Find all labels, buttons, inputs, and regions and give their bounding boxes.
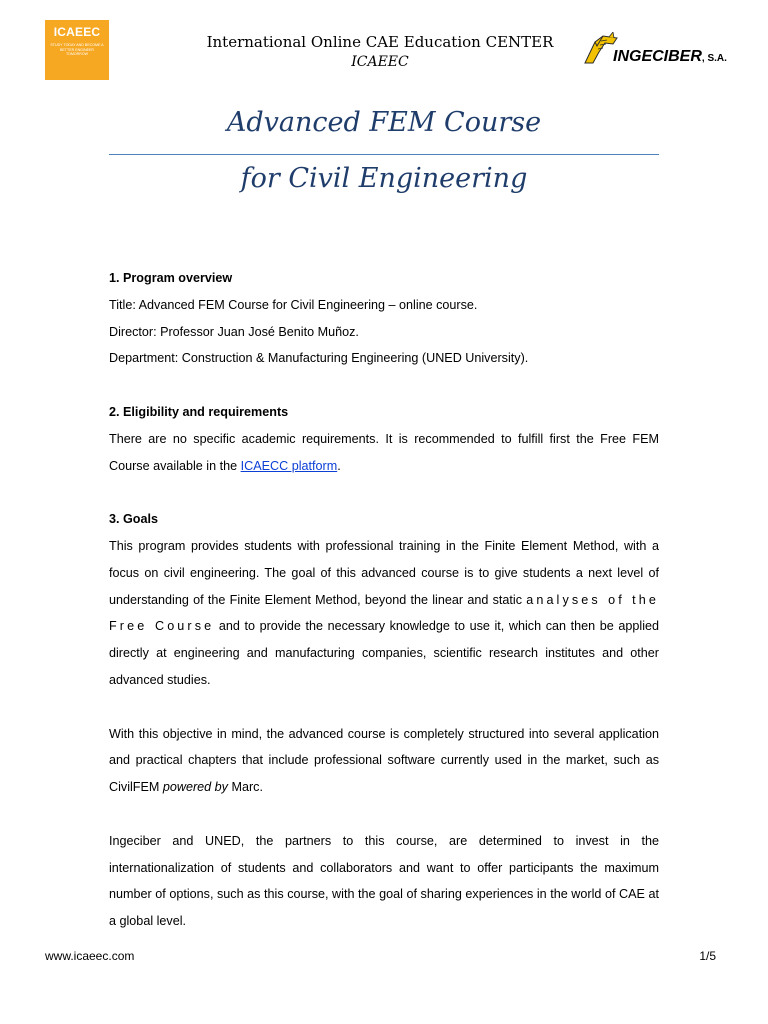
goals-p2-italic: powered by [162, 780, 228, 795]
overview-department-line: Department: Construction & Manufacturing Engineering (UNED University). [109, 351, 529, 366]
ingeciber-logo [583, 32, 743, 66]
header-title: International Online CAE Education CENTER [206, 33, 554, 51]
partner-name [613, 48, 727, 68]
eligibility-text-end: . [337, 458, 341, 473]
eligibility-paragraph [109, 426, 659, 480]
logo-wordmark: ICAEEC [53, 25, 101, 39]
spacer [109, 801, 659, 828]
icaeec-logo [45, 20, 109, 80]
eligibility-text: There are no specific academic requirements. It is recommended to fulfill first the Free FEM Course available in the [109, 431, 659, 473]
header-subtitle: ICAEEC [351, 54, 409, 70]
goals-p1-text: This program provides students with professional training in the Finite Element Method, with a focus on civil engineering. The goal of this advanced course is to give students a next level of understanding of the Finite Element Method, beyond the linear and static [109, 538, 659, 607]
icaecc-platform-link[interactable]: ICAECC platform [240, 458, 338, 473]
partner-name-text: INGECIBER [613, 48, 702, 65]
footer-website: www.icaeec.com [45, 949, 135, 963]
spacer [109, 479, 659, 506]
goals-paragraph-3: Ingeciber and UNED, the partners to this course, are determined to invest in the internationalization of students and collaborators and want to offer participants the maximum number of options, such as this course, with the goal of sharing experiences in the world of CAE at a global level. [109, 833, 659, 929]
document-body [109, 265, 659, 935]
goals-p1-text-end: and to provide the necessary knowledge to use it, which can then be applied directly at engineering and manufacturing companies, scientific research institutes and other advanced studies. [109, 619, 660, 687]
logo-tagline: STUDY TODAY AND BECOME A BETTER ENGINEER TOMORROW [50, 43, 104, 57]
goals-p2-text: With this objective in mind, the advanced course is completely structured into several application and practical chapters that include professional software currently used in the market, such as CivilFEM [109, 726, 659, 795]
goals-paragraph-1 [109, 533, 659, 694]
overview-title-line: Title: Advanced FEM Course for Civil Engineering – online course. [109, 297, 478, 312]
section-heading-goals: 3. Goals [109, 512, 158, 527]
spacer [109, 372, 659, 399]
goals-paragraph-2 [109, 721, 659, 801]
title-divider [109, 154, 659, 155]
goals-p1-spaced-text: analyses of the Free Course [109, 592, 659, 634]
overview-director-line: Director: Professor Juan José Benito Muñoz. [109, 324, 359, 339]
course-title-line-1: Advanced FEM Course [226, 107, 542, 138]
partner-suffix: , S.A. [701, 53, 727, 64]
document-header [150, 32, 610, 72]
section-heading-overview: 1. Program overview [109, 271, 233, 285]
course-title-line-2: for Civil Engineering [240, 163, 528, 194]
spacer [109, 694, 659, 721]
section-heading-eligibility: 2. Eligibility and requirements [109, 404, 289, 419]
footer-page-number: 1/5 [699, 949, 716, 963]
goals-p2-text-end: Marc. [227, 780, 263, 795]
